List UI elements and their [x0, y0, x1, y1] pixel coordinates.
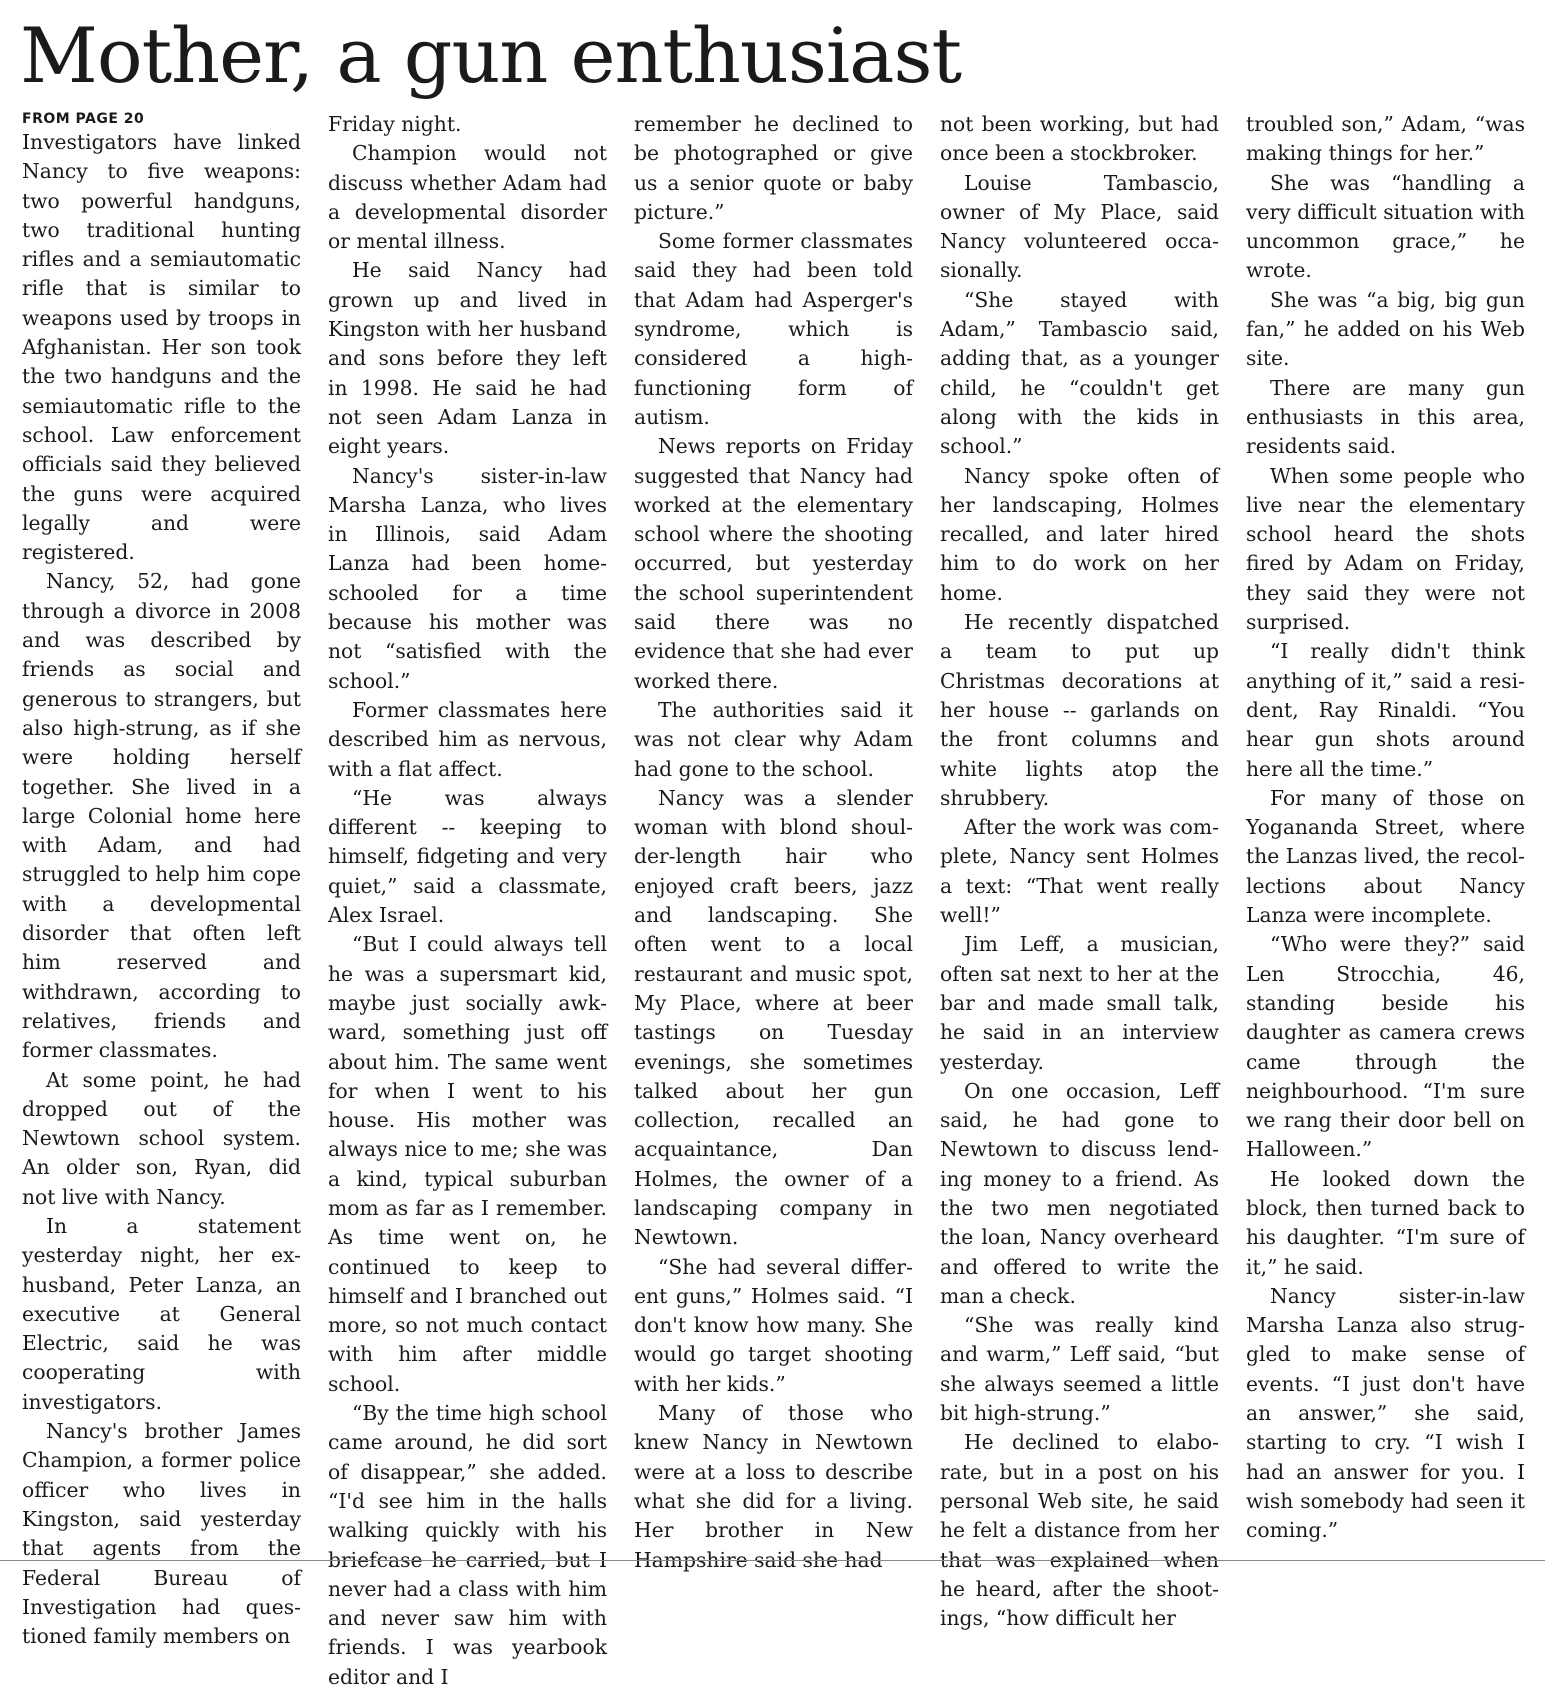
paragraph: She was “a big, big gun fan,” he added on his Web site. — [1246, 287, 1525, 371]
paragraph: remember he declined to be photographed or give us a senior quote or baby picture.” — [634, 112, 913, 224]
paragraph: Investigators have linked Nancy to five weapons: two powerful handguns, two traditional hunting rifles and a semiautomatic rifle that is similar to weapons used by troops in Afghanistan. Her son took the two handguns and the semiautomatic rifle to the school. Law enforcement officials said they believed the guns were acquired legally and were registered. — [22, 130, 301, 565]
paragraph: The authorities said it was not clear why Adam had gone to the school. — [634, 697, 913, 781]
paragraph: Many of those who knew Nancy in Newtown were at a loss to describe what she did for a living. Her brother in New Hampshire said she had — [634, 1401, 913, 1572]
paragraph: “But I could always tell he was a supersmart kid, maybe just socially awkward, something just off about him. The same went for when I went to his house. His mother was always nice to me; she was a kind, typical suburban mom as far as I remember. As time went on, he continued to keep to himself and I branched out more, so not much contact with him after middle school. — [328, 932, 607, 1396]
paragraph: Nancy's brother James Champion, a former police officer who lives in Kingston, said yesterday that agents from the Federal Bureau of Investigation had questioned family members on — [22, 1419, 301, 1649]
paragraph: On one occasion, Leff said, he had gone to Newtown to discuss lending money to a friend. As the two men negotiated the loan, Nancy overheard and offered to write the man a check. — [940, 1078, 1219, 1308]
paragraph: In a statement yesterday night, her ex-husband, Peter Lanza, an executive at General Electric, said he was cooperating with investigators. — [22, 1213, 301, 1414]
paragraph: Nancy spoke often of her landscaping, Holmes recalled, and later hired him to do work on her home. — [940, 463, 1219, 605]
paragraph: “She was really kind and warm,” Leff said, “but she always seemed a little bit high-strung.” — [940, 1313, 1219, 1426]
paragraph: Nancy was a slender woman with blond shoulder-length hair who enjoyed craft beers, jazz and landscaping. She often went to a local restaurant and music spot, My Place, where at beer tastings on Tuesday evenings, she sometimes talked about her gun collection, recalled an acquaintance, Dan Holmes, the owner of a landscaping company in Newtown. — [634, 785, 913, 1250]
bottom-rule — [0, 1560, 1545, 1561]
paragraph: She was “handling a very difficult situation with uncommon grace,” he wrote. — [1246, 170, 1525, 283]
continuation-kicker: FROM PAGE 20 — [22, 111, 145, 127]
paragraph: When some people who live near the elementary school heard the shots fired by Adam on Friday, they said they were not surprised. — [1246, 463, 1525, 635]
paragraph: For many of those on Yogananda Street, where the Lanzas lived, the recollections about Nancy Lanza were incomplete. — [1246, 785, 1525, 928]
paragraph: “She had several different guns,” Holmes said. “I don't know how many. She would go target shooting with her kids.” — [634, 1254, 913, 1396]
article-column-3 — [634, 108, 913, 1572]
paragraph: “Who were they?” said Len Strocchia, 46, standing beside his daughter as camera crews came through the neighbourhood. “I'm sure we rang their door bell on Halloween.” — [1246, 932, 1525, 1162]
paragraph: “By the time high school came around, he did sort of disappear,” she added. “I'd see him in the halls walking quickly with his briefcase he carried, but I never had a class with him and never saw him with friends. I was yearbook editor and I — [328, 1401, 607, 1689]
paragraph: After the work was complete, Nancy sent Holmes a text: “That went really well!” — [940, 815, 1219, 928]
paragraph: At some point, he had dropped out of the Newtown school system. An older son, Ryan, did not live with Nancy. — [22, 1067, 301, 1209]
paragraph: He declined to elaborate, but in a post on his personal Web site, he said he felt a distance from her that was explained when he heard, after the shootings, “how difficult her — [940, 1430, 1219, 1631]
paragraph: not been working, but had once been a stockbroker. — [940, 112, 1219, 166]
paragraph: He said Nancy had grown up and lived in Kingston with her husband and sons before they left in 1998. He said he had not seen Adam Lanza in eight years. — [328, 258, 607, 459]
paragraph: News reports on Friday suggested that Nancy had worked at the elementary school where the shooting occurred, but yesterday the school superintendent said there was no evidence that she had ever worked there. — [634, 434, 913, 693]
paragraph: Nancy sister-in-law Marsha Lanza also struggled to make sense of events. “I just don't have an answer,” she said, starting to cry. “I wish I had an answer for you. I wish somebody had seen it coming.” — [1246, 1283, 1525, 1543]
paragraph: “He was always different -- keeping to himself, fidgeting and very quiet,” said a classmate, Alex Israel. — [328, 785, 607, 928]
article-column-5 — [1246, 108, 1525, 1548]
paragraph: troubled son,” Adam, “was making things for her.” — [1246, 112, 1525, 166]
paragraph: “She stayed with Adam,” Tambascio said, adding that, as a younger child, he “couldn't get along with the kids in school.” — [940, 287, 1219, 459]
paragraph: Friday night. — [328, 112, 462, 136]
paragraph: Nancy's sister-in-law Marsha Lanza, who lives in Illinois, said Adam Lanza had been home-schooled for a time because his mother was not “satisfied with the school.” — [328, 463, 607, 693]
paragraph: There are many gun enthusiasts in this area, residents said. — [1246, 375, 1525, 459]
paragraph: Former classmates here described him as nervous, with a flat affect. — [328, 697, 607, 781]
article-column-1 — [22, 108, 301, 1649]
paragraph: He recently dispatched a team to put up Christmas decorations at her house -- garlands on the front columns and white lights atop the shrubbery. — [940, 610, 1219, 810]
paragraph: Champion would not discuss whether Adam had a developmental disorder or mental illness. — [328, 141, 607, 254]
paragraph: Jim Leff, a musician, often sat next to her at the bar and made small talk, he said in an interview yesterday. — [940, 932, 1219, 1074]
headline: Mother, a gun enthusiast — [20, 11, 962, 100]
paragraph: Some former classmates said they had been told that Adam had Asperger's syndrome, which is considered a high-functioning form of autism. — [634, 229, 913, 429]
paragraph: Nancy, 52, had gone through a divorce in 2008 and was described by friends as social and generous to strangers, but also high-strung, as if she were holding herself together. She lived in a large Colonial home here with Adam, and had struggled to help him cope with a developmental disorder that often left him reserved and withdrawn, according to relatives, friends and former classmates. — [22, 569, 301, 1063]
paragraph: He looked down the block, then turned back to his daughter. “I'm sure of it,” he said. — [1246, 1166, 1525, 1279]
article-column-4 — [940, 108, 1219, 1631]
article-body — [22, 108, 1525, 1689]
paragraph: “I really didn't think anything of it,” said a resident, Ray Rinaldi. “You hear gun shots around here all the time.” — [1246, 639, 1525, 781]
paragraph: Louise Tambascio, owner of My Place, said Nancy volunteered occasionally. — [940, 170, 1219, 283]
article-column-2 — [328, 108, 607, 1689]
